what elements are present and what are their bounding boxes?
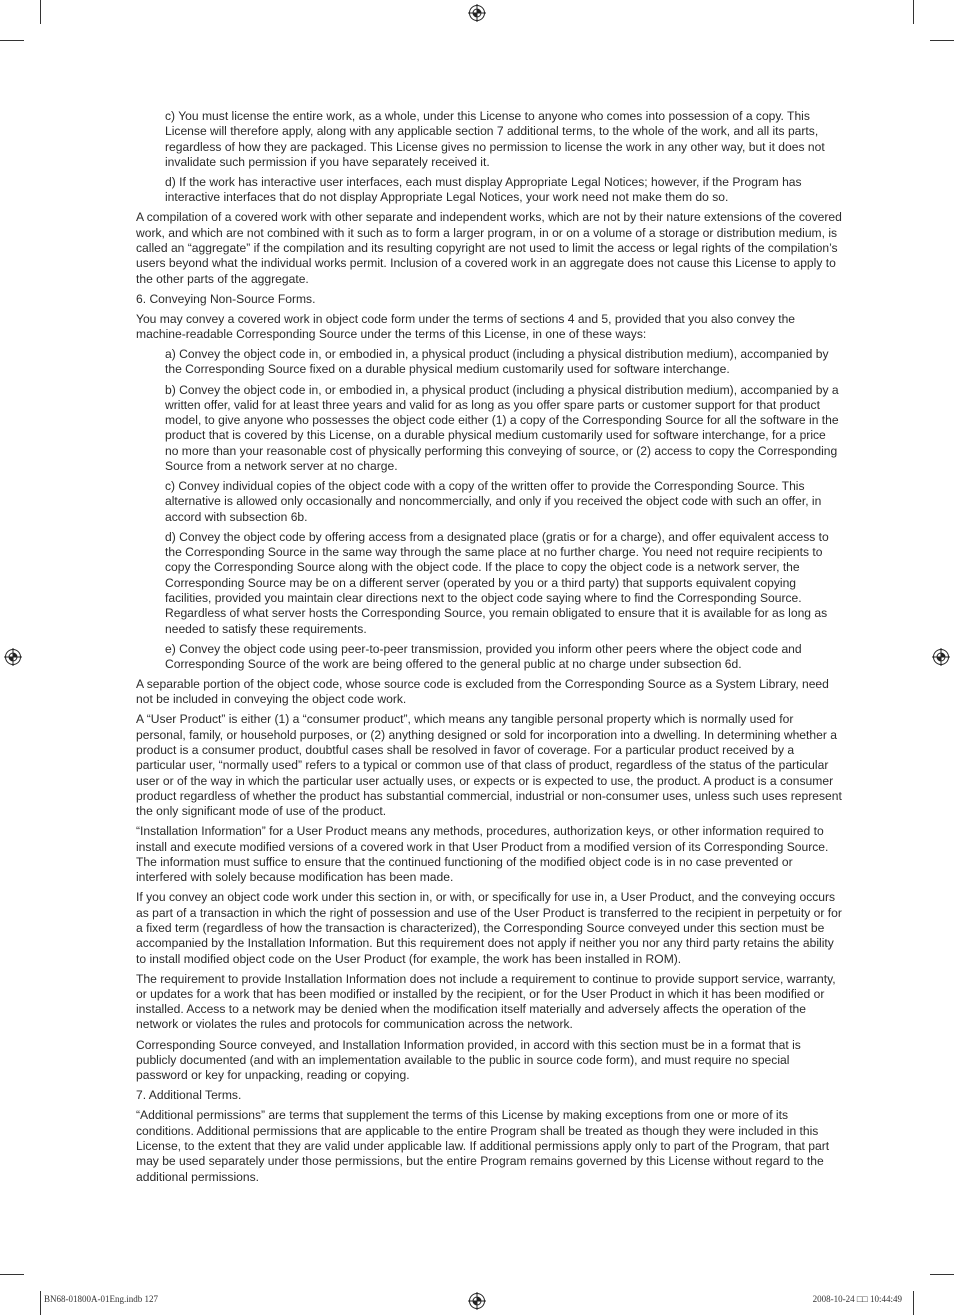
paragraph-6e: e) Convey the object code using peer-to-peer transmission, provided you inform other peers where the object code and Corresponding Source of the work are being offered to the general public at no charge under subsection 6d. bbox=[165, 641, 802, 671]
paragraph-aggregate: A compilation of a covered work with other separate and independent works, which are not by their nature extensions of the covered work, and which are not combined with it such as to form a larger program, in or on a volume of a storage or distribution medium, is called an “aggregate” if the compilation and its resulting copyright are not used to limit the access or legal rights of the compilation’s users beyond what the individual works permit. Inclusion of a covered work in an aggregate does not cause this License to apply to the other parts of the aggregate. bbox=[136, 210, 842, 286]
registration-target-icon bbox=[932, 648, 950, 666]
crop-mark bbox=[40, 0, 41, 24]
paragraph-system-library: A separable portion of the object code, whose source code is excluded from the Corresponding Source as a System Library, need not be included in conveying the object code work. bbox=[136, 677, 829, 707]
registration-target-icon bbox=[4, 648, 22, 666]
license-text bbox=[136, 109, 842, 1190]
paragraph-format-requirement: Corresponding Source conveyed, and Installation Information provided, in accord with this section must be in a format that is publicly documented (and with an implementation available to the public in source code form), and must require no special password or key for unpacking, reading or copying. bbox=[136, 1037, 801, 1083]
crop-mark bbox=[0, 1274, 24, 1275]
paragraph-user-product: A “User Product” is either (1) a “consumer product”, which means any tangible personal property which is normally used for personal, family, or household purposes, or (2) anything designed or sold for incorporation into a dwelling. In determining whether a product is a consumer product, doubtful cases shall be resolved in favor of coverage. For a particular product received by a particular user, “normally used” refers to a typical or common use of that class of product, regardless of the status of the particular user or of the way in which the particular user actually uses, or expects or is expected to use, the product. A product is a consumer product regardless of whether the product has substantial commercial, industrial or non-consumer uses, unless such uses represent the only significant mode of use of the product. bbox=[136, 712, 842, 819]
paragraph-6-intro: You may convey a covered work in object code form under the terms of sections 4 and 5, provided that you also convey the machine-readable Corresponding Source under the terms of this License, in one of these ways: bbox=[136, 311, 796, 342]
paragraph-convey-object-code: If you convey an object code work under this section in, or with, or specifically for use in, a User Product, and the conveying occurs as part of a transaction in which the right of possession and use of the User Product is transferred to the recipient in perpetuity or for a fixed term (regardless of how the transaction is characterized), the Corresponding Source conveyed under this section must be accompanied by the Installation Information. But this requirement does not apply if neither you nor any third party retains the ability to install modified object code on the User Product (for example, the work has been installed in ROM). bbox=[136, 890, 842, 966]
crop-mark bbox=[913, 0, 914, 24]
registration-target-icon bbox=[468, 4, 486, 22]
crop-mark bbox=[913, 1291, 914, 1315]
section-heading-7: 7. Additional Terms. bbox=[136, 1088, 242, 1103]
paragraph-7d: d) If the work has interactive user interfaces, each must display Appropriate Legal Notices; however, if the Program has interactive interfaces that do not display Appropriate Legal Notices, your work need not make them do so. bbox=[165, 174, 802, 205]
paragraph-6a: a) Convey the object code in, or embodied in, a physical product (including a physical distribution medium), accompanied by the Corresponding Source fixed on a durable physical medium customarily used for software interchange. bbox=[165, 347, 829, 377]
paragraph-7c: c) You must license the entire work, as a whole, under this License to anyone who comes into possession of a copy. This License will therefore apply, along with any applicable section 7 additional terms, to the whole of the work, and all its parts, regardless of how they are packaged. This License gives no permission to license the work in any other way, but it does not invalidate such permission if you have separately received it. bbox=[165, 109, 825, 169]
crop-mark bbox=[0, 40, 24, 41]
paragraph-installation-info: “Installation Information” for a User Product means any methods, procedures, authorization keys, or other information required to install and execute modified versions of a covered work in that User Product from a modified version of its Corresponding Source. The information must suffice to ensure that the continued functioning of the modified object code is in no case prevented or interfered with solely because modification has been made. bbox=[136, 824, 829, 885]
paragraph-additional-permissions: “Additional permissions” are terms that supplement the terms of this License by making exceptions from one or more of its conditions. Additional permissions that are applicable to the entire Program shall be treated as though they were included in this License, to the extent that they are valid under applicable law. If additional permissions apply only to part of the Program, that part may be used separately under those permissions, but the entire Program remains governed by this License without regard to the additional permissions. bbox=[136, 1108, 830, 1184]
crop-mark bbox=[40, 1291, 41, 1315]
registration-target-icon bbox=[468, 1292, 486, 1310]
paragraph-6d: d) Convey the object code by offering access from a designated place (gratis or for a charge), and offer equivalent access to the Corresponding Source in the same way through the same place at no further charge. You need not require recipients to copy the Corresponding Source along with the object code. If the place to copy the object code is a network server, the Corresponding Source may be on a different server (operated by you or a third party) that supports equivalent copying facilities, provided you maintain clear directions next to the object code saying where to find the Corresponding Source. Regardless of what server hosts the Corresponding Source, you remain obligated to ensure that it is available for as long as needed to satisfy these requirements. bbox=[165, 529, 829, 636]
crop-mark bbox=[930, 1274, 954, 1275]
paragraph-support-requirement: The requirement to provide Installation Information does not include a requirement to continue to provide support service, warranty, or updates for a work that has been modified or installed by the recipient, or for the User Product in which it has been modified or installed. Access to a network may be denied when the modification itself materially and adversely affects the operation of the network or violates the rules and protocols for communication across the network. bbox=[136, 971, 836, 1032]
footer-file-label: BN68-01800A-01Eng.indb 127 bbox=[44, 1294, 158, 1304]
paragraph-6c: c) Convey individual copies of the object code with a copy of the written offer to provide the Corresponding Source. This alternative is allowed only occasionally and noncommercially, and only if you received the object code with such an offer, in accord with subsection 6b. bbox=[165, 479, 822, 524]
footer-timestamp: 2008-10-24 □□ 10:44:49 bbox=[812, 1294, 902, 1304]
section-heading-6: 6. Conveying Non-Source Forms. bbox=[136, 291, 316, 306]
crop-mark bbox=[930, 40, 954, 41]
paragraph-6b: b) Convey the object code in, or embodied in, a physical product (including a physical distribution medium), accompanied by a written offer, valid for at least three years and valid for as long as you offer spare parts or customer support for that product model, to give anyone who possesses the object code either (1) a copy of the Corresponding Source for all the software in the product that is covered by this License, on a durable physical medium customarily used for software interchange, for a price no more than your reasonable cost of physically performing this conveying of source, or (2) access to copy the Corresponding Source from a network server at no charge. bbox=[165, 382, 839, 474]
